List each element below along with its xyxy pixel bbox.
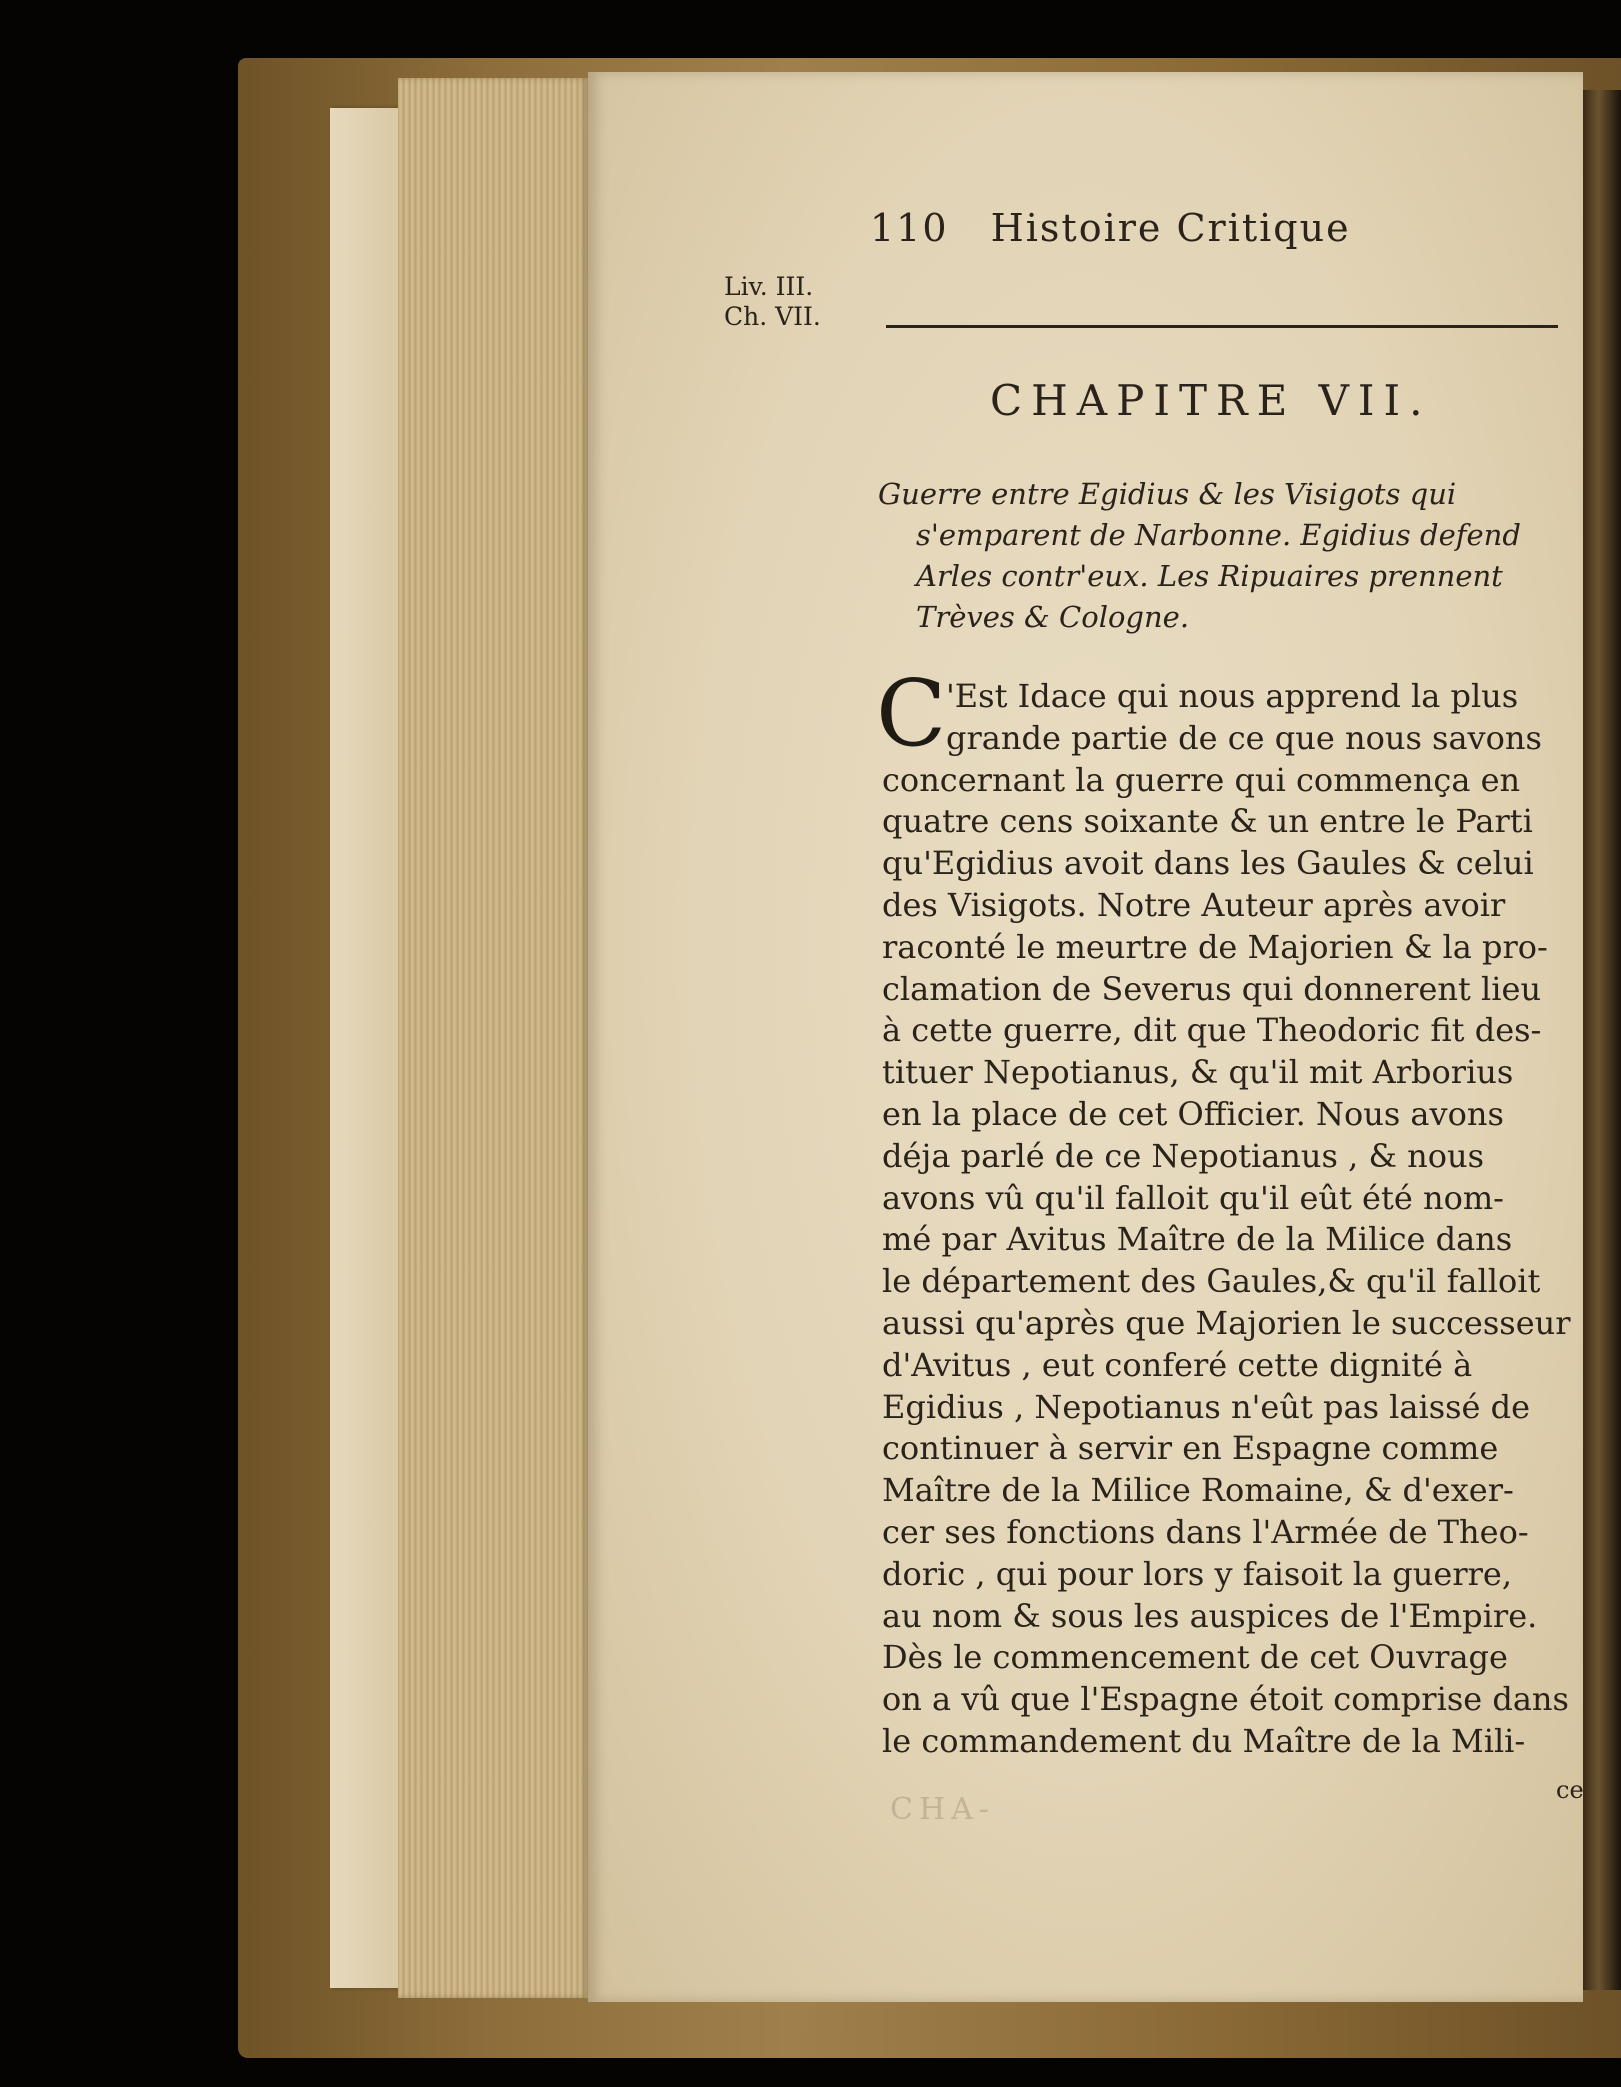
endpaper [330, 108, 400, 1988]
chapter-title: CHAPITRE VII. [990, 376, 1432, 425]
page-number: 110 [870, 206, 949, 250]
body-line: tituer Nepotianus, & qu'il mit Arborius [882, 1053, 1514, 1092]
bleed-through-text: CHA- [890, 1792, 995, 1827]
binding-edge [1583, 90, 1621, 1990]
body-line: d'Avitus , eut conferé cette dignité à [882, 1345, 1473, 1384]
page-edges [398, 78, 588, 1998]
body-line: Dès le commencement de cet Ouvrage [882, 1638, 1508, 1677]
header-rule [886, 325, 1558, 328]
running-head-title: Histoire Critique [990, 206, 1351, 250]
body-line: mé par Avitus Maître de la Milice dans [882, 1220, 1513, 1259]
summary-line: Trèves & Cologne. [916, 600, 1190, 634]
body-line: doric , qui pour lors y faisoit la guerre, [882, 1554, 1513, 1593]
catchword: ce [1556, 1776, 1584, 1804]
body-line: Maître de la Milice Romaine, & d'exer- [882, 1471, 1514, 1510]
drop-cap: C [876, 660, 947, 767]
body-line: concernant la guerre qui commença en [882, 760, 1521, 799]
margin-note-book: Liv. III. [724, 272, 814, 301]
chapter-summary [878, 474, 1568, 638]
body-line: raconté le meurtre de Majorien & la pro- [882, 927, 1548, 966]
body-line: avons vû qu'il falloit qu'il eût été nom- [882, 1178, 1504, 1217]
body-line: le commandement du Maître de la Mili- [882, 1721, 1526, 1760]
body-line: le département des Gaules,& qu'il falloit [882, 1262, 1541, 1301]
body-line: clamation de Severus qui donnerent lieu [882, 969, 1542, 1008]
body-line: en la place de cet Officier. Nous avons [882, 1094, 1504, 1133]
body-line: quatre cens soixante & un entre le Parti [882, 802, 1533, 841]
body-line: cer ses fonctions dans l'Armée de Theo- [882, 1512, 1529, 1551]
body-line: on a vû que l'Espagne étoit comprise dans [882, 1680, 1569, 1719]
body-line: 'Est Idace qui nous apprend la plus [946, 677, 1519, 715]
body-line: Egidius , Nepotianus n'eût pas laissé de [882, 1387, 1531, 1426]
body-line: des Visigots. Notre Auteur après avoir [882, 885, 1506, 924]
body-line: à cette guerre, dit que Theodoric fit des- [882, 1011, 1542, 1050]
summary-line: Arles contr'eux. Les Ripuaires prennent [916, 559, 1503, 593]
running-head [870, 206, 1470, 250]
body-line: grande partie de ce que nous savons [946, 718, 1542, 757]
body-line: déja parlé de ce Nepotianus , & nous [882, 1136, 1484, 1175]
summary-line: s'emparent de Narbonne. Egidius defend [916, 518, 1521, 552]
margin-note [724, 272, 821, 332]
body-line: aussi qu'après que Majorien le successeur [882, 1303, 1571, 1342]
body-line: continuer à servir en Espagne comme [882, 1429, 1499, 1468]
summary-line: Guerre entre Egidius & les Visigots qui [878, 477, 1457, 511]
body-text [882, 676, 1572, 1763]
body-line: qu'Egidius avoit dans les Gaules & celui [882, 844, 1534, 883]
margin-note-chapter: Ch. VII. [724, 302, 821, 331]
body-line: au nom & sous les auspices de l'Empire. [882, 1596, 1538, 1635]
